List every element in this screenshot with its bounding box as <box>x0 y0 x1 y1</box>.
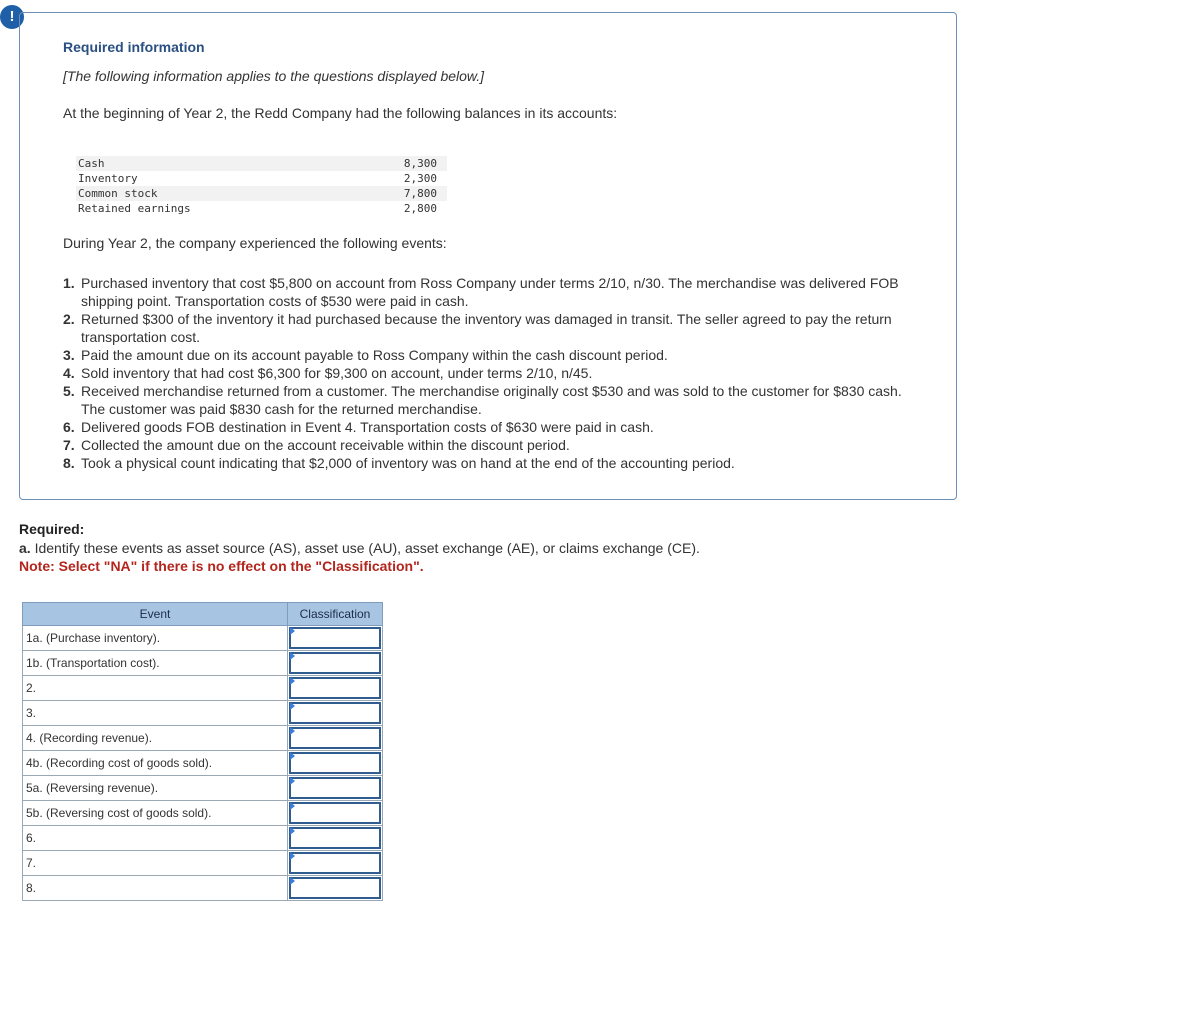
dropdown-marker-icon <box>290 702 295 710</box>
classification-select[interactable] <box>289 677 381 699</box>
event-item <box>63 274 913 310</box>
table-row <box>23 726 383 751</box>
event-number: 3. <box>63 347 75 363</box>
balance-amount: 2,300 <box>403 172 437 185</box>
classification-select[interactable] <box>289 877 381 899</box>
event-number: 4. <box>63 365 75 381</box>
required-part-a <box>19 540 700 556</box>
balance-account: Cash <box>76 156 390 171</box>
event-item <box>63 364 913 382</box>
event-text: Received merchandise returned from a customer. The merchandise originally cost $530 and was sold to the customer for $830 cash. The customer was paid $830 cash for the returned merchandise. <box>81 383 902 417</box>
classification-select[interactable] <box>289 702 381 724</box>
balance-amount: 8,300 <box>390 156 447 171</box>
classification-select[interactable] <box>289 727 381 749</box>
table-row <box>23 651 383 676</box>
required-information-panel <box>19 12 957 500</box>
balances-intro: At the beginning of Year 2, the Redd Company had the following balances in its accounts: <box>63 105 618 121</box>
classification-select[interactable] <box>289 752 381 774</box>
dropdown-marker-icon <box>290 802 295 810</box>
event-item <box>63 436 913 454</box>
classification-select[interactable] <box>289 627 381 649</box>
classification-column-header: Classification <box>288 603 383 626</box>
balance-account: Inventory <box>78 172 138 185</box>
balance-amount: 7,800 <box>390 186 447 201</box>
event-item <box>63 382 913 418</box>
balance-row <box>76 186 447 201</box>
table-row <box>23 801 383 826</box>
table-row <box>23 876 383 901</box>
classification-select[interactable] <box>289 852 381 874</box>
event-label: 1a. (Purchase inventory). <box>23 626 288 651</box>
table-row <box>23 776 383 801</box>
event-item <box>63 418 913 436</box>
table-row <box>23 626 383 651</box>
event-number: 2. <box>63 311 75 327</box>
part-a-text: Identify these events as asset source (AS), asset use (AU), asset exchange (AE), or claims exchange (CE). <box>34 540 700 556</box>
dropdown-marker-icon <box>290 677 295 685</box>
event-text: Delivered goods FOB destination in Event 4. Transportation costs of $630 were paid in cash. <box>81 419 654 435</box>
events-intro: During Year 2, the company experienced the following events: <box>63 235 447 251</box>
dropdown-marker-icon <box>290 827 295 835</box>
event-number: 7. <box>63 437 75 453</box>
info-subtitle: [The following information applies to the questions displayed below.] <box>63 68 485 84</box>
classification-select[interactable] <box>289 652 381 674</box>
events-list <box>63 274 913 472</box>
event-item <box>63 310 913 346</box>
required-note: Note: Select "NA" if there is no effect on the "Classification". <box>19 558 424 574</box>
event-label: 4. (Recording revenue). <box>23 726 288 751</box>
event-item <box>63 346 913 364</box>
event-text: Sold inventory that had cost $6,300 for $9,300 on account, under terms 2/10, n/45. <box>81 365 593 381</box>
classification-select[interactable] <box>289 802 381 824</box>
event-label: 5a. (Reversing revenue). <box>23 776 288 801</box>
dropdown-marker-icon <box>290 752 295 760</box>
alert-icon: ! <box>0 5 24 29</box>
dropdown-marker-icon <box>290 852 295 860</box>
required-heading: Required: <box>19 521 85 537</box>
balance-account: Retained earnings <box>78 202 191 215</box>
classification-select[interactable] <box>289 777 381 799</box>
table-row <box>23 676 383 701</box>
event-label: 7. <box>23 851 288 876</box>
event-label: 1b. (Transportation cost). <box>23 651 288 676</box>
event-number: 1. <box>63 275 75 291</box>
table-row <box>23 851 383 876</box>
event-text: Purchased inventory that cost $5,800 on account from Ross Company under terms 2/10, n/30. The merchandise was delivered FOB shipping point. Transportation costs of $530 were paid in cash. <box>81 275 899 309</box>
info-title: Required information <box>63 39 205 55</box>
event-text: Returned $300 of the inventory it had purchased because the inventory was damaged in transit. The seller agreed to pay the return transportation cost. <box>81 311 892 345</box>
table-row <box>23 701 383 726</box>
classification-table <box>22 602 383 901</box>
dropdown-marker-icon <box>290 877 295 885</box>
dropdown-marker-icon <box>290 727 295 735</box>
event-number: 5. <box>63 383 75 399</box>
event-text: Collected the amount due on the account receivable within the discount period. <box>81 437 570 453</box>
event-column-header: Event <box>23 603 288 626</box>
event-label: 3. <box>23 701 288 726</box>
balances-table <box>76 156 447 216</box>
event-number: 8. <box>63 455 75 471</box>
event-text: Paid the amount due on its account payable to Ross Company within the cash discount period. <box>81 347 668 363</box>
event-label: 8. <box>23 876 288 901</box>
dropdown-marker-icon <box>290 777 295 785</box>
balance-row <box>76 156 447 171</box>
classification-select[interactable] <box>289 827 381 849</box>
balance-amount: 2,800 <box>403 202 437 215</box>
balance-account: Common stock <box>76 186 390 201</box>
event-number: 6. <box>63 419 75 435</box>
table-row <box>23 751 383 776</box>
event-label: 2. <box>23 676 288 701</box>
event-label: 5b. (Reversing cost of goods sold). <box>23 801 288 826</box>
balance-row <box>76 171 447 186</box>
event-label: 6. <box>23 826 288 851</box>
event-label: 4b. (Recording cost of goods sold). <box>23 751 288 776</box>
balance-row <box>76 201 447 216</box>
dropdown-marker-icon <box>290 627 295 635</box>
event-text: Took a physical count indicating that $2,000 of inventory was on hand at the end of the accounting period. <box>81 455 735 471</box>
table-header-row <box>23 603 383 626</box>
table-row <box>23 826 383 851</box>
dropdown-marker-icon <box>290 652 295 660</box>
event-item <box>63 454 913 472</box>
part-a-letter: a. <box>19 540 31 556</box>
